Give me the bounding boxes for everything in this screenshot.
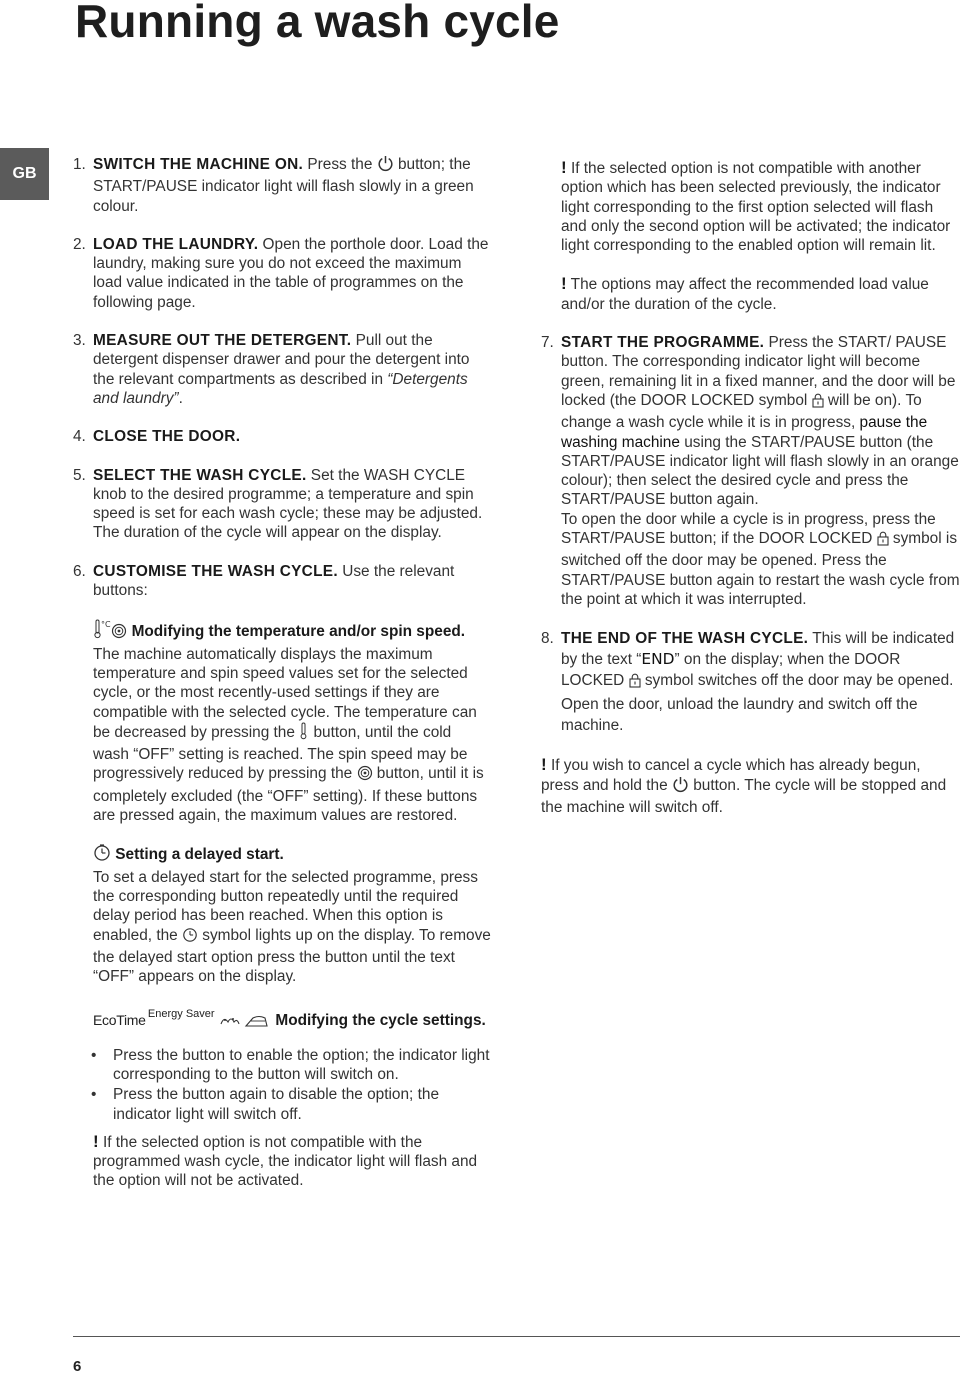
note-text: If the selected option is not compatible with another option which has been selected previously, the indicator light corresponding to the first option selected will flash and only the second option will be activated; the indicator light corresponding to the enabled option will remain lit. [561,160,951,255]
step-reference: “Detergents and laundry” [93,370,468,407]
step-heading: START THE PROGRAMME. [561,334,765,352]
warning-mark: ! [93,1131,99,1151]
step-number: 7. [541,334,554,352]
right-column [541,158,961,836]
step-text: symbol is switched off the door may be opened. Press the START/PAUSE button again to restart the wash cycle from the point at which it was interrupted. [561,530,960,608]
lock-icon [629,673,641,694]
step-text: Set the WASH CYCLE knob to the desired programme; a temperature and spin speed is set for each wash cycle; these may be adjusted. The duration of the cycle will appear on the display. [93,466,483,542]
step-heading: MEASURE OUT THE DETERGENT. [93,332,352,350]
step-text: This will be indicated by the text “ [561,630,955,669]
step-text: button; the START/PAUSE indicator light will flash slowly in a green colour. [93,156,474,215]
warning-mark: ! [561,274,567,294]
list-item: • Press the button to enable the option; the indicator light corresponding to the button will switch on. [113,1046,491,1085]
energy-saver-icon: Energy Saver [147,1008,215,1021]
step-heading: LOAD THE LAUNDRY. [93,235,259,253]
step-1 [73,155,491,216]
section-heading: Setting a delayed start. [115,846,284,864]
step-text: Press the START/ PAUSE button. The corresponding indicator light will become green, remaining lit in a fixed manner, and the door will be locked (the DOOR LOCKED symbol [561,334,956,409]
step-text: Open the porthole door. Load the laundry, making sure you do not exceed the maximum load value indicated in the table of programmes on the following page. [93,235,489,311]
step-number: 2. [73,235,86,253]
spin-icon [111,623,127,644]
power-icon [377,155,394,177]
lock-icon [877,531,889,551]
step-8 [541,628,961,736]
step-number: 5. [73,466,86,484]
clock-icon [93,844,111,867]
stain-icon [219,1014,241,1033]
section-text: button, until the cold wash “OFF” setting is reached. The spin speed may be progressively reduced by pressing the [93,723,468,783]
step-6 [73,562,491,601]
step-heading: CLOSE THE DOOR. [93,428,241,446]
step-text: Press the [303,156,377,173]
compatibility-note [73,1132,491,1191]
step-number: 3. [73,332,86,350]
page-number: 6 [73,1358,82,1375]
lock-icon [812,393,824,413]
step-text: will be on). To change a wash cycle while it is in progress, [561,391,922,432]
step-4 [73,427,491,446]
step-7 [541,333,961,609]
step-number: 1. [73,156,86,173]
section-text: The machine automatically displays the maximum temperature and spin speed values set for the selected cycle, or the most recently-used settings if they are compatible with the selected cycle. The temperature can be decreased by pressing the [93,645,477,741]
cycle-settings-list [73,1046,491,1124]
step-number: 6. [73,562,86,580]
step-text: Use the relevant buttons: [93,562,455,600]
delayed-start-section [73,844,491,986]
step-text: . [178,389,183,407]
step-2 [73,235,491,312]
clock-icon [182,927,198,948]
list-item: • Press the button again to disable the option; the indicator light will switch off. [113,1085,491,1124]
warning-mark: ! [541,755,547,775]
note-text: button. The cycle will be stopped and the machine will switch off. [541,776,947,816]
temperature-spin-section [73,619,491,825]
section-text: symbol lights up on the display. To remove the delayed start option press the button until the text “OFF” appears on the display. [93,926,491,986]
step-heading: SWITCH THE MACHINE ON. [93,156,304,173]
iron-icon [245,1014,271,1033]
footer-divider [73,1336,960,1337]
warning-mark: ! [561,158,567,177]
step-text: ” on the display; when the DOOR LOCKED [561,651,901,690]
svg-text:°C: °C [101,620,111,630]
left-column [73,155,491,1210]
step-text: symbol switches off the door may be opened. Open the door, unload the laundry and switch off the machine. [561,672,954,735]
section-text: button, until it is completely excluded (the “OFF” setting). If these buttons are pressed again, the maximum values are restored. [93,765,484,825]
note-text: If the selected option is not compatible with the programmed wash cycle, the indicator light will flash and the option will not be activated. [93,1133,478,1190]
cycle-settings-section [73,1005,491,1033]
step-text: using the START/PAUSE button (the START/PAUSE indicator light will flash slowly in an orange colour); then select the desired cycle and press the START/PAUSE button again. [561,433,959,509]
display-text-end: END [641,650,675,669]
note-text: If you wish to cancel a cycle which has already begun, press and hold the [541,757,921,794]
step-heading: THE END OF THE WASH CYCLE. [561,630,809,648]
step-3 [73,331,491,408]
cancel-cycle-note [541,755,961,817]
step-text: Pull out the detergent dispenser drawer and pour the detergent into the relevant compartments as described in [93,332,470,388]
step-5 [73,466,491,543]
step-emphasis: pause the washing machine [561,414,928,451]
thermometer-icon [299,722,309,745]
step-text: To open the door while a cycle is in progress, press the START/PAUSE button; if the DOOR LOCKED [561,510,936,548]
step-number: 8. [541,630,554,648]
language-tab: GB [0,148,49,200]
section-text: To set a delayed start for the selected programme, press the corresponding button repeatedly until the required delay period has been reached. When this option is enabled, the [93,868,478,944]
option-conflict-note [541,158,961,255]
section-heading: Modifying the cycle settings. [275,1012,486,1030]
ecotime-icon: EcoTime [93,1012,146,1029]
spin-icon [357,765,373,786]
note-text: The options may affect the recommended load value and/or the duration of the cycle. [561,276,929,313]
page-title: Running a wash cycle [75,0,560,47]
options-effect-note [541,274,961,314]
step-heading: CUSTOMISE THE WASH CYCLE. [93,562,338,580]
section-heading: Modifying the temperature and/or spin speed. [131,623,466,641]
thermometer-icon [93,619,111,644]
step-number: 4. [73,428,86,446]
power-icon [672,776,689,798]
step-heading: SELECT THE WASH CYCLE. [93,466,307,484]
